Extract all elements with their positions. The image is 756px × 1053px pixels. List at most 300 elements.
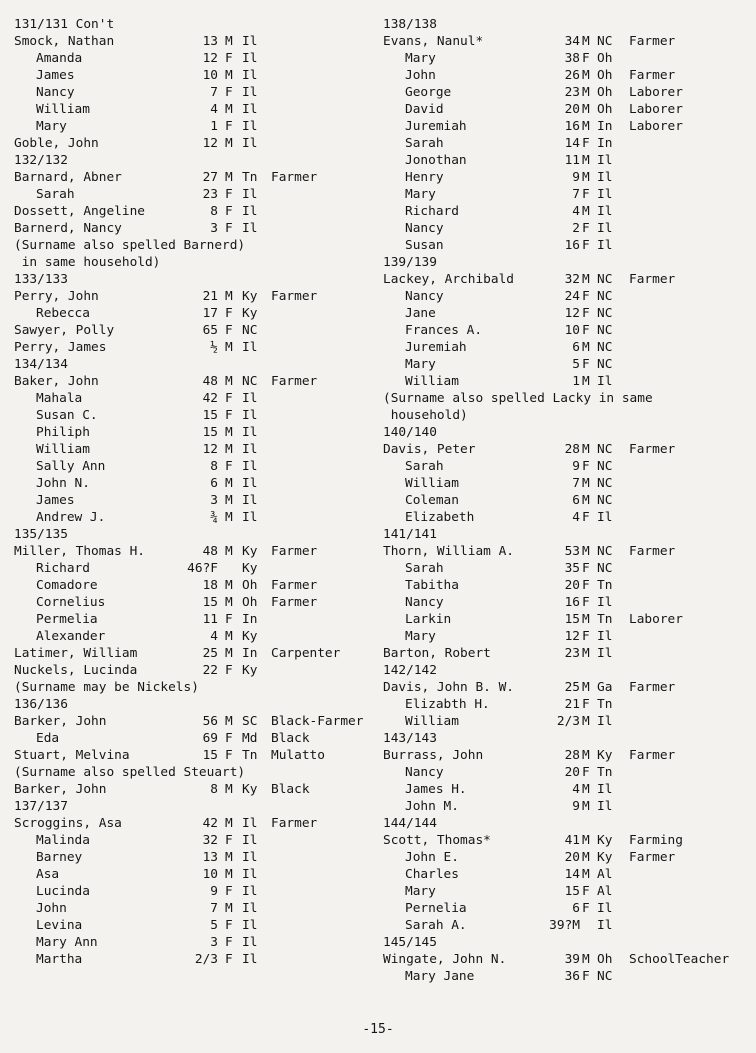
person-name: Sarah — [405, 561, 444, 576]
person-name: Mary — [405, 357, 436, 372]
person-name: Philiph — [36, 425, 90, 440]
person-sex: M — [225, 493, 233, 508]
household-header — [383, 254, 753, 271]
person-name: Mary — [405, 884, 436, 899]
person-birthplace: Il — [242, 408, 258, 423]
person-age: 23 — [202, 187, 218, 202]
person-age: 15 — [202, 408, 218, 423]
person-sex: F — [582, 187, 590, 202]
dwelling-number: 141/141 — [383, 527, 437, 542]
person-name: Mary — [36, 119, 67, 134]
person-age: 69 — [202, 731, 218, 746]
person-name: Nancy — [405, 595, 444, 610]
person-age: 5 — [572, 357, 580, 372]
person-row — [383, 866, 753, 883]
person-occupation: Black — [271, 782, 310, 797]
person-occupation: Black — [271, 731, 310, 746]
person-age: 42 — [202, 816, 218, 831]
person-name: Frances A. — [405, 323, 483, 338]
person-row — [383, 713, 753, 730]
person-row — [14, 849, 384, 866]
household-header — [14, 526, 384, 543]
person-row — [383, 339, 753, 356]
person-birthplace: In — [242, 612, 258, 627]
person-birthplace: Il — [242, 34, 258, 49]
person-row — [383, 322, 753, 339]
person-row — [383, 509, 753, 526]
person-sex: F — [582, 459, 590, 474]
person-occupation: Farmer — [629, 544, 676, 559]
person-sex: M — [582, 170, 590, 185]
person-row — [14, 305, 384, 322]
person-row — [14, 781, 384, 798]
person-age: 12 — [202, 51, 218, 66]
person-birthplace: Tn — [597, 578, 613, 593]
person-age: 14 — [564, 867, 580, 882]
person-birthplace: Il — [597, 799, 613, 814]
person-row — [383, 543, 753, 560]
person-birthplace: Il — [242, 901, 258, 916]
person-row — [14, 458, 384, 475]
person-row — [14, 33, 384, 50]
person-row — [14, 203, 384, 220]
person-row — [383, 628, 753, 645]
person-sex: F — [225, 408, 233, 423]
person-age: 10 — [202, 867, 218, 882]
person-sex: M — [582, 102, 590, 117]
person-name: Susan — [405, 238, 444, 253]
person-age: 28 — [564, 442, 580, 457]
person-sex: M — [582, 714, 590, 729]
person-birthplace: Il — [242, 833, 258, 848]
person-age: 12 — [564, 629, 580, 644]
person-age: 10 — [564, 323, 580, 338]
household-header — [14, 356, 384, 373]
person-name: Cornelius — [36, 595, 106, 610]
person-birthplace: Ky — [242, 544, 258, 559]
person-birthplace: NC — [597, 442, 613, 457]
person-sex: F — [582, 306, 590, 321]
person-sex: M — [582, 782, 590, 797]
person-name: Lucinda — [36, 884, 90, 899]
person-name: Lackey, Archibald — [383, 272, 514, 287]
person-age: 2/3 — [194, 952, 218, 967]
person-age: 20 — [564, 765, 580, 780]
household-header — [383, 16, 753, 33]
person-name: John E. — [405, 850, 459, 865]
person-sex: M — [225, 374, 233, 389]
person-age: 48 — [202, 374, 218, 389]
person-row — [383, 356, 753, 373]
person-age: 14 — [564, 136, 580, 151]
person-birthplace: Oh — [597, 85, 613, 100]
person-name: Goble, John — [14, 136, 99, 151]
household-header — [383, 662, 753, 679]
person-age: 12 — [564, 306, 580, 321]
person-row — [383, 458, 753, 475]
person-birthplace: Il — [597, 221, 613, 236]
person-row — [14, 577, 384, 594]
person-name: James — [36, 68, 75, 83]
person-sex: F — [225, 51, 233, 66]
person-sex: F — [582, 323, 590, 338]
person-sex: M — [582, 68, 590, 83]
person-sex: M — [582, 646, 590, 661]
household-note — [14, 237, 384, 254]
person-age: 16 — [564, 238, 580, 253]
person-birthplace: Il — [597, 714, 613, 729]
person-name: Mary Ann — [36, 935, 98, 950]
person-row — [383, 900, 753, 917]
note-text: (Surname also spelled Barnerd) — [14, 238, 246, 253]
person-row — [383, 67, 753, 84]
person-name: John N. — [36, 476, 90, 491]
person-birthplace: Il — [597, 153, 613, 168]
person-birthplace: Il — [242, 102, 258, 117]
person-sex: M — [225, 510, 233, 525]
person-age: 7 — [572, 187, 580, 202]
person-name: John — [36, 901, 67, 916]
person-name: Juremiah — [405, 119, 467, 134]
person-row — [14, 84, 384, 101]
person-birthplace: Il — [242, 51, 258, 66]
person-birthplace: Il — [242, 85, 258, 100]
person-name: Larkin — [405, 612, 452, 627]
person-sex: F — [225, 952, 233, 967]
person-birthplace: NC — [597, 323, 613, 338]
person-row — [14, 730, 384, 747]
person-birthplace: NC — [242, 374, 258, 389]
person-birthplace: Ky — [242, 629, 258, 644]
person-name: Mary Jane — [405, 969, 475, 984]
person-age: 6 — [572, 493, 580, 508]
household-note — [383, 407, 753, 424]
person-name: Evans, Nanul* — [383, 34, 484, 49]
person-sex: F — [225, 306, 233, 321]
person-age: 25 — [564, 680, 580, 695]
person-age: 34 — [564, 34, 580, 49]
person-sex: F — [582, 595, 590, 610]
person-birthplace: Ga — [597, 680, 613, 695]
person-occupation: Farmer — [629, 748, 676, 763]
person-row — [383, 203, 753, 220]
person-birthplace: In — [242, 646, 258, 661]
household-header — [383, 815, 753, 832]
person-sex: M — [225, 442, 233, 457]
person-sex: F — [225, 187, 233, 202]
person-name: Asa — [36, 867, 60, 882]
person-name: James — [36, 493, 75, 508]
person-sex: M — [582, 748, 590, 763]
person-name: Juremiah — [405, 340, 467, 355]
person-row — [383, 696, 753, 713]
person-sex: F — [582, 238, 590, 253]
person-name: Sarah A. — [405, 918, 467, 933]
person-birthplace: Tn — [597, 697, 613, 712]
person-sex: F — [225, 391, 233, 406]
person-row — [14, 390, 384, 407]
person-name: Mary — [405, 629, 436, 644]
person-age: 6 — [210, 476, 218, 491]
dwelling-number: 139/139 — [383, 255, 437, 270]
person-row — [383, 679, 753, 696]
person-row — [383, 917, 753, 934]
person-birthplace: Il — [242, 510, 258, 525]
person-row — [383, 220, 753, 237]
person-age: 8 — [210, 204, 218, 219]
person-name: Elizabth H. — [405, 697, 490, 712]
person-age: 26 — [564, 68, 580, 83]
person-sex: M — [582, 340, 590, 355]
person-occupation: Laborer — [629, 612, 683, 627]
person-row — [14, 628, 384, 645]
dwelling-number: 131/131 Con't — [14, 17, 115, 32]
person-birthplace: Il — [597, 187, 613, 202]
person-sex: M — [582, 442, 590, 457]
person-age: 12 — [202, 442, 218, 457]
person-occupation: Carpenter — [271, 646, 341, 661]
person-occupation: Black-Farmer — [271, 714, 364, 729]
person-birthplace: Il — [242, 918, 258, 933]
person-name: Perry, John — [14, 289, 99, 304]
person-birthplace: Il — [597, 204, 613, 219]
person-row — [14, 373, 384, 390]
person-age: 23 — [564, 85, 580, 100]
person-name: William — [405, 476, 459, 491]
person-sex: M — [225, 289, 233, 304]
person-name: Mary — [405, 187, 436, 202]
person-age: 36 — [564, 969, 580, 984]
person-row — [383, 441, 753, 458]
person-birthplace: Oh — [242, 578, 258, 593]
person-sex: M — [582, 204, 590, 219]
person-name: Jane — [405, 306, 436, 321]
person-age: 1 — [572, 374, 580, 389]
person-name: Latimer, William — [14, 646, 138, 661]
dwelling-number: 145/145 — [383, 935, 437, 950]
person-sex: M — [582, 680, 590, 695]
person-row — [14, 917, 384, 934]
person-birthplace: Il — [242, 442, 258, 457]
person-occupation: Laborer — [629, 119, 683, 134]
person-age: 53 — [564, 544, 580, 559]
person-birthplace: Il — [597, 374, 613, 389]
person-age: 15 — [564, 612, 580, 627]
person-sex: M — [225, 170, 233, 185]
person-age: 38 — [564, 51, 580, 66]
person-row — [14, 67, 384, 84]
person-age: 4 — [210, 102, 218, 117]
person-row — [14, 560, 384, 577]
person-birthplace: Ky — [242, 663, 258, 678]
person-name: Dossett, Angeline — [14, 204, 145, 219]
person-age: 4 — [572, 782, 580, 797]
person-age: 4 — [572, 204, 580, 219]
person-birthplace: Il — [597, 901, 613, 916]
person-birthplace: Oh — [597, 51, 613, 66]
person-row — [383, 594, 753, 611]
note-text: household) — [383, 408, 468, 423]
person-name: David — [405, 102, 444, 117]
person-row — [14, 662, 384, 679]
person-birthplace: Il — [242, 935, 258, 950]
person-row — [383, 645, 753, 662]
person-age: 6 — [572, 340, 580, 355]
person-birthplace: NC — [597, 459, 613, 474]
person-age: 17 — [202, 306, 218, 321]
person-sex: M — [225, 34, 233, 49]
person-age: 9 — [572, 459, 580, 474]
person-occupation: Farmer — [271, 374, 318, 389]
person-row — [14, 815, 384, 832]
person-age: 4 — [572, 510, 580, 525]
person-age: 12 — [202, 136, 218, 151]
person-row — [383, 271, 753, 288]
person-sex: M — [582, 799, 590, 814]
person-birthplace: Md — [242, 731, 258, 746]
person-sex: F — [225, 748, 233, 763]
person-birthplace: Tn — [597, 612, 613, 627]
person-sex: F — [225, 85, 233, 100]
person-name: William — [36, 442, 90, 457]
person-birthplace: NC — [597, 357, 613, 372]
person-sex: F — [225, 731, 233, 746]
person-birthplace: Il — [242, 187, 258, 202]
person-name: Stuart, Melvina — [14, 748, 130, 763]
person-name: Sally Ann — [36, 459, 106, 474]
person-sex: F — [582, 697, 590, 712]
household-note — [14, 679, 384, 696]
person-age: 48 — [202, 544, 218, 559]
person-age: 8 — [210, 459, 218, 474]
person-name: Tabitha — [405, 578, 459, 593]
person-name: James H. — [405, 782, 467, 797]
person-sex: F — [225, 663, 233, 678]
person-row — [383, 50, 753, 67]
person-name: Miller, Thomas H. — [14, 544, 145, 559]
person-name: Nancy — [405, 765, 444, 780]
right-column — [383, 16, 753, 985]
person-name: Malinda — [36, 833, 90, 848]
person-sex: M — [225, 68, 233, 83]
person-age: 1 — [210, 119, 218, 134]
person-birthplace: Il — [242, 459, 258, 474]
person-sex: M — [225, 901, 233, 916]
person-birthplace: Tn — [242, 748, 258, 763]
person-row — [14, 866, 384, 883]
person-occupation: Farmer — [271, 544, 318, 559]
person-age: 15 — [202, 595, 218, 610]
dwelling-number: 142/142 — [383, 663, 437, 678]
person-sex: M — [582, 34, 590, 49]
person-name: Elizabeth — [405, 510, 475, 525]
person-sex: F — [582, 357, 590, 372]
person-row — [14, 407, 384, 424]
person-row — [14, 135, 384, 152]
person-birthplace: Il — [242, 221, 258, 236]
dwelling-number: 143/143 — [383, 731, 437, 746]
person-birthplace: Il — [242, 119, 258, 134]
person-occupation: Farming — [629, 833, 683, 848]
person-row — [383, 747, 753, 764]
person-age: 41 — [564, 833, 580, 848]
person-row — [383, 288, 753, 305]
person-age: 10 — [202, 68, 218, 83]
person-sex: M — [582, 952, 590, 967]
household-header — [14, 798, 384, 815]
person-row — [14, 50, 384, 67]
person-row — [14, 594, 384, 611]
person-sex: M — [582, 272, 590, 287]
person-sex: M — [582, 612, 590, 627]
person-birthplace: Ky — [597, 748, 613, 763]
person-name: Perry, James — [14, 340, 107, 355]
person-birthplace: NC — [597, 969, 613, 984]
person-sex: F — [582, 221, 590, 236]
person-birthplace: Oh — [597, 952, 613, 967]
person-row — [383, 373, 753, 390]
person-age: 28 — [564, 748, 580, 763]
person-sex: F — [225, 323, 233, 338]
person-sex: F — [582, 136, 590, 151]
person-age: 9 — [572, 170, 580, 185]
person-birthplace: Il — [242, 850, 258, 865]
person-age: 2 — [572, 221, 580, 236]
person-name: Davis, John B. W. — [383, 680, 514, 695]
dwelling-number: 138/138 — [383, 17, 437, 32]
person-row — [14, 900, 384, 917]
person-row — [14, 934, 384, 951]
person-row — [14, 492, 384, 509]
person-sex: F — [582, 969, 590, 984]
person-age: 20 — [564, 102, 580, 117]
person-sex: M — [225, 782, 233, 797]
person-name: Comadore — [36, 578, 98, 593]
person-birthplace: Il — [242, 493, 258, 508]
dwelling-number: 135/135 — [14, 527, 68, 542]
person-birthplace: Ky — [242, 561, 258, 576]
person-birthplace: Al — [597, 867, 613, 882]
person-sex: M — [225, 102, 233, 117]
person-row — [14, 747, 384, 764]
person-age: 3 — [210, 221, 218, 236]
person-birthplace: Il — [597, 918, 613, 933]
person-name: Pernelia — [405, 901, 467, 916]
person-age: 7 — [210, 901, 218, 916]
person-birthplace: Oh — [242, 595, 258, 610]
person-name: Barney — [36, 850, 83, 865]
person-row — [383, 951, 753, 968]
person-row — [383, 560, 753, 577]
person-birthplace: Tn — [242, 170, 258, 185]
note-text: (Surname may be Nickels) — [14, 680, 199, 695]
person-birthplace: Il — [242, 136, 258, 151]
person-sex: M — [225, 714, 233, 729]
person-age: 46?F — [187, 561, 218, 576]
person-name: Charles — [405, 867, 459, 882]
note-text: in same household) — [14, 255, 161, 270]
person-sex: M — [225, 867, 233, 882]
person-age: 23 — [564, 646, 580, 661]
person-birthplace: Il — [242, 340, 258, 355]
person-birthplace: Il — [597, 510, 613, 525]
person-birthplace: Il — [242, 952, 258, 967]
person-age: 18 — [202, 578, 218, 593]
person-age: 21 — [564, 697, 580, 712]
person-name: Rebecca — [36, 306, 90, 321]
person-row — [383, 849, 753, 866]
household-header — [14, 16, 384, 33]
